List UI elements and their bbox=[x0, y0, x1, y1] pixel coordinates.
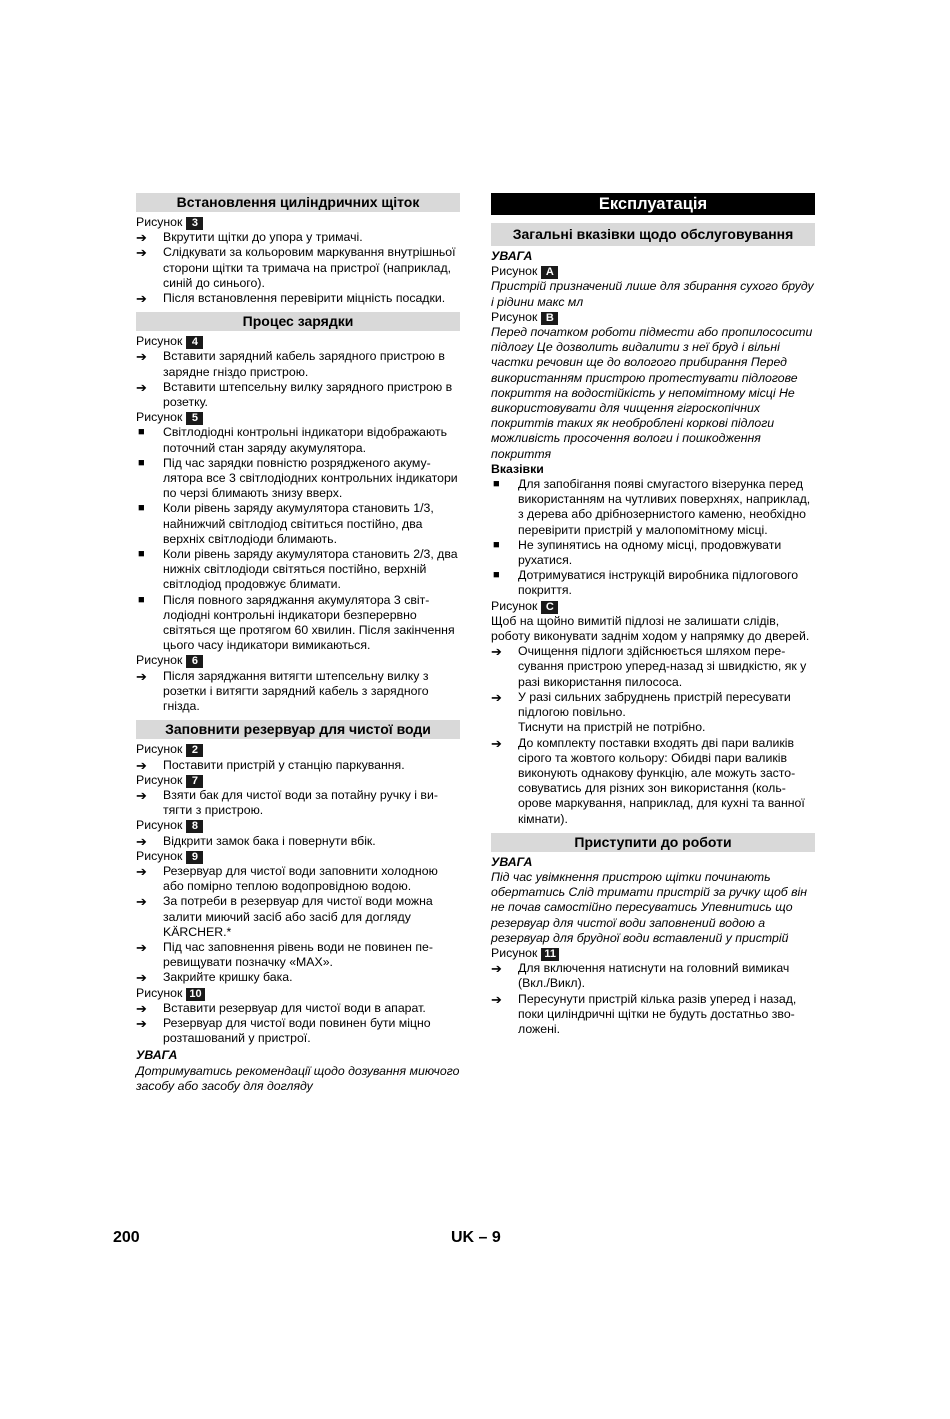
square-bullet-icon: ■ bbox=[138, 426, 145, 439]
figure-badge: 11 bbox=[541, 948, 559, 961]
square-bullet-icon: ■ bbox=[138, 593, 145, 606]
arrow-right-icon: ➔ bbox=[136, 245, 147, 261]
instruction-list bbox=[491, 644, 815, 720]
list-item bbox=[136, 547, 460, 593]
warning-text: Пристрій призначений лише для збирання сухого бруду і рідини макс мл bbox=[491, 279, 814, 309]
list-item bbox=[136, 230, 460, 245]
arrow-right-icon: ➔ bbox=[491, 961, 502, 977]
instruction-list bbox=[136, 230, 460, 306]
paragraph: Тиснути на пристрій не потрібно. bbox=[518, 720, 706, 735]
figure-badge: 9 bbox=[186, 851, 203, 864]
list-item bbox=[491, 961, 815, 991]
list-item-text: Закрийте кришку бака. bbox=[163, 970, 293, 985]
list-item bbox=[136, 291, 460, 306]
figure-ref: Рисунок 3 bbox=[136, 215, 460, 230]
arrow-right-icon: ➔ bbox=[136, 349, 147, 365]
warning-text: Під час увімкнення пристрою щітки починають обертатись Слід тримати пристрій за ручку щоб він не почав самостійно пересуватись Упевнитись що резервуар для чистої води заповнений водою а резервуар для брудної води вставлений у пристрій bbox=[491, 869, 808, 945]
list-item-text: Вставити штепсельну вилку зарядного пристрою в розетку. bbox=[163, 379, 453, 410]
page-number: 200 bbox=[113, 1229, 140, 1246]
list-item bbox=[136, 1001, 460, 1016]
list-item-text: Взяти бак для чистої води за потайну ручку і витягти з пристрою. bbox=[163, 787, 438, 818]
list-item-text: Після встановлення перевірити міцність посадки. bbox=[163, 291, 446, 306]
list-item bbox=[136, 834, 460, 849]
instruction-list bbox=[136, 834, 460, 849]
list-item bbox=[136, 245, 460, 291]
list-item-text: Резервуар для чистої води заповнити холодною або помірно теплою водопровідною водою. bbox=[163, 863, 438, 894]
instruction-list bbox=[136, 349, 460, 410]
list-item bbox=[136, 669, 460, 715]
notes-heading: Вказівки bbox=[491, 461, 544, 476]
paragraph: Щоб на щойно вимитій підлозі не залишати слідів, роботу виконувати заднім ходом у напрямку до дверей. bbox=[491, 613, 810, 644]
arrow-right-icon: ➔ bbox=[136, 379, 147, 395]
list-item bbox=[136, 894, 460, 940]
bullet-list bbox=[136, 425, 460, 653]
list-item bbox=[491, 538, 815, 568]
arrow-right-icon: ➔ bbox=[136, 833, 147, 849]
square-bullet-icon: ■ bbox=[138, 548, 145, 561]
list-item bbox=[136, 788, 460, 818]
warning-heading: УВАГА bbox=[136, 1048, 178, 1063]
list-item-text: Не зупинятись на одному місці, продовжувати рухатися. bbox=[518, 537, 782, 568]
list-item bbox=[491, 736, 815, 827]
list-item-text: Слідкувати за кольоровим маркування внутрішньої сторони щітки та тримача на пристрої (наприклад, синій до синього). bbox=[163, 245, 456, 290]
list-item bbox=[491, 644, 815, 690]
figure-ref: Рисунок 11 bbox=[491, 946, 815, 961]
section-title-brush-install: Встановлення циліндричних щіток bbox=[136, 193, 460, 212]
list-item bbox=[136, 501, 460, 547]
list-item-text: Коли рівень заряду акумулятора становить 2/3, два нижніх світлодіоди світяться постійно, верхній світлодіод продовжує блимати. bbox=[163, 547, 458, 592]
square-bullet-icon: ■ bbox=[138, 502, 145, 515]
list-item bbox=[136, 593, 460, 654]
list-item-text: Коли рівень заряду акумулятора становить 1/3, найнижчий світлодіод світиться постійно, два верхніх світлодіоди блимають. bbox=[163, 501, 434, 546]
list-item bbox=[136, 970, 460, 985]
figure-ref: Рисунок 5 bbox=[136, 410, 460, 425]
section-title-fill-tank: Заповнити резервуар для чистої води bbox=[136, 720, 460, 739]
right-column bbox=[491, 193, 815, 1037]
list-item-text: Під час зарядки повністю розрядженого акумулятора все 3 світлодіодних контрольних індикатори по черзі блимають знизу вверх. bbox=[163, 455, 458, 501]
figure-ref: Рисунок 6 bbox=[136, 653, 460, 668]
arrow-right-icon: ➔ bbox=[491, 689, 502, 705]
arrow-right-icon: ➔ bbox=[491, 735, 502, 751]
section-title-charging: Процес зарядки bbox=[136, 312, 460, 331]
figure-badge: 6 bbox=[186, 655, 203, 668]
list-item-text: Поставити пристрій у станцію паркування. bbox=[163, 757, 405, 772]
arrow-right-icon: ➔ bbox=[136, 1015, 147, 1031]
instruction-list bbox=[491, 736, 815, 827]
figure-ref: Рисунок 8 bbox=[136, 818, 460, 833]
square-bullet-icon: ■ bbox=[493, 478, 500, 491]
arrow-right-icon: ➔ bbox=[136, 939, 147, 955]
figure-ref: Рисунок A bbox=[491, 264, 815, 279]
list-item bbox=[136, 425, 460, 455]
square-bullet-icon: ■ bbox=[493, 569, 500, 582]
list-item-text: Пересунути пристрій кілька разів уперед і назад, поки циліндричні щітки не будуть достатньо зволожені. bbox=[518, 991, 797, 1036]
list-item-text: У разі сильних забруднень пристрій пересувати підлогою повільно. bbox=[518, 689, 791, 720]
arrow-right-icon: ➔ bbox=[136, 1000, 147, 1016]
figure-badge: B bbox=[541, 312, 558, 325]
left-column bbox=[136, 193, 460, 1094]
figure-badge: 2 bbox=[186, 744, 203, 757]
list-item-text: Вкрутити щітки до упора у тримачі. bbox=[163, 230, 363, 245]
warning-heading: УВАГА bbox=[491, 249, 533, 263]
bullet-list bbox=[491, 477, 815, 599]
page-code: UK – 9 bbox=[451, 1229, 501, 1246]
list-item bbox=[491, 477, 815, 538]
warning-text: Дотримуватись рекомендації щодо дозування миючого засобу або засобу для догляду bbox=[136, 1063, 460, 1093]
instruction-list bbox=[136, 1001, 460, 1047]
figure-ref: Рисунок 7 bbox=[136, 773, 460, 788]
list-item-text: Резервуар для чистої води повинен бути міцно розташований у пристрої. bbox=[163, 1015, 431, 1046]
instruction-list bbox=[136, 758, 460, 773]
list-item bbox=[491, 690, 815, 720]
arrow-right-icon: ➔ bbox=[491, 644, 502, 660]
arrow-right-icon: ➔ bbox=[136, 668, 147, 684]
arrow-right-icon: ➔ bbox=[136, 787, 147, 803]
list-item bbox=[136, 758, 460, 773]
list-item-text: Дотримуватися інструкцій виробника підлогового покриття. bbox=[518, 568, 799, 598]
figure-ref: Рисунок C bbox=[491, 599, 815, 614]
list-item-text: Очищення підлоги здійснюється шляхом пересування пристрою уперед-назад зі швидкістю, як у разі використання пилососа. bbox=[518, 644, 807, 689]
square-bullet-icon: ■ bbox=[493, 538, 500, 551]
list-item-text: Після заряджання витягти штепсельну вилку з розетки і витягти зарядний кабель з зарядного гнізда. bbox=[163, 668, 429, 714]
list-item-text: Для запобігання появі смугастого візерунка перед використанням на чутливих поверхнях, наприклад, з дерева або дрібнозернистого каменю, необхідно перевірити пристрій у малопомітному місці. bbox=[518, 477, 811, 537]
figure-ref: Рисунок 10 bbox=[136, 986, 460, 1001]
list-item bbox=[136, 380, 460, 410]
arrow-right-icon: ➔ bbox=[136, 757, 147, 773]
list-item-text: Під час заповнення рівень води не повинен перевищувати позначку «MAX». bbox=[163, 939, 433, 970]
list-item bbox=[491, 568, 815, 598]
figure-badge: 5 bbox=[186, 412, 203, 425]
section-title-start-work: Приступити до роботи bbox=[491, 833, 815, 852]
list-item bbox=[136, 864, 460, 894]
instruction-list bbox=[491, 961, 815, 1037]
figure-ref: Рисунок 2 bbox=[136, 742, 460, 757]
list-item-text: Вставити зарядний кабель зарядного пристрою в зарядне гніздо пристрою. bbox=[163, 349, 445, 379]
square-bullet-icon: ■ bbox=[138, 456, 145, 469]
arrow-right-icon: ➔ bbox=[136, 863, 147, 879]
figure-badge: 4 bbox=[186, 336, 203, 349]
section-title-general-notes: Загальні вказівки щодо обслуговування bbox=[491, 223, 815, 246]
instruction-list bbox=[136, 864, 460, 986]
figure-badge: 10 bbox=[186, 988, 204, 1001]
chapter-title: Експлуатація bbox=[491, 193, 815, 215]
list-item-text: За потреби в резервуар для чистої води можна залити миючий засіб або засіб для догляду KÄRCHER.* bbox=[163, 894, 433, 939]
list-item-text: Вставити резервуар для чистої води в апарат. bbox=[163, 1000, 426, 1015]
list-item-text: До комплекту поставки входять дві пари валиків сірого та жовтого кольору: Обидві пари валиків виконують однакову функцію, але можуть застосовуватись для різних зон використання (кольорове маркування, наприклад, для кухні та ванної кімнати). bbox=[518, 735, 805, 826]
figure-ref: Рисунок 9 bbox=[136, 849, 460, 864]
list-item bbox=[136, 940, 460, 970]
arrow-right-icon: ➔ bbox=[491, 991, 502, 1007]
list-item bbox=[136, 349, 460, 379]
warning-text: Перед початком роботи підмести або пропилососити підлогу Це дозволить видалити з неї бруд і вільні частки речовин ще до вологого прибирання Перед використанням пристрою протестувати підлогове покриття на водостійкість у непомітному місці Не використовувати для чищення гігроскопічних покриттів таких як необроблені коркові підлоги можливість просочення вологи і пошкодження покриття bbox=[491, 325, 813, 461]
list-item bbox=[136, 456, 460, 502]
figure-badge: 8 bbox=[186, 820, 203, 833]
arrow-right-icon: ➔ bbox=[136, 894, 147, 910]
list-item-text: Для включення натиснути на головний вимикач (Вкл./Викл). bbox=[518, 961, 790, 991]
arrow-right-icon: ➔ bbox=[136, 230, 147, 246]
figure-ref: Рисунок B bbox=[491, 310, 815, 325]
warning-heading: УВАГА bbox=[491, 854, 533, 869]
list-item-text: Відкрити замок бака і повернути вбік. bbox=[163, 833, 376, 848]
figure-badge: A bbox=[541, 266, 558, 279]
figure-ref: Рисунок 4 bbox=[136, 334, 460, 349]
figure-badge: 3 bbox=[186, 217, 203, 230]
instruction-list bbox=[136, 669, 460, 715]
arrow-right-icon: ➔ bbox=[136, 291, 147, 307]
list-item-text: Після повного заряджання акумулятора 3 світлодіодні контрольні індикатори безперервно світяться ще протягом 60 хвилин. Після закінчення цього часу індикатори вимикаються. bbox=[163, 592, 455, 653]
figure-badge: C bbox=[541, 601, 558, 614]
list-item-text: Світлодіодні контрольні індикатори відображають поточний стан заряду акумулятора. bbox=[163, 425, 447, 455]
list-item bbox=[136, 1016, 460, 1046]
arrow-right-icon: ➔ bbox=[136, 970, 147, 986]
list-item bbox=[491, 992, 815, 1038]
figure-badge: 7 bbox=[186, 775, 203, 788]
instruction-list bbox=[136, 788, 460, 818]
